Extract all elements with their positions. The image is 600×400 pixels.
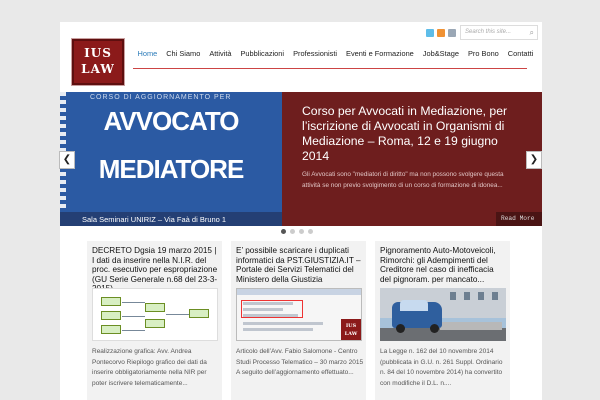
mail-icon[interactable] (448, 29, 456, 37)
search-input[interactable] (460, 25, 538, 40)
photo-wheel (396, 324, 405, 333)
nav-item-contatti[interactable]: Contatti (507, 49, 534, 58)
chevron-left-icon: ❮ (62, 154, 72, 165)
post-excerpt: La Legge n. 162 del 10 novembre 2014 (pubblicata in G.U. n. 261 Suppl. Ordinario n. 84 del 10 novembre 2014) ha convertito con modifiche il D.L. n.... (380, 348, 503, 387)
slide-image-word2: MEDIATORE (98, 154, 244, 184)
featured-slider (60, 92, 542, 226)
site-logo[interactable] (72, 39, 124, 85)
logo-line2: LAW (81, 62, 115, 76)
screenshot-row (243, 328, 313, 331)
nav-item-probono[interactable]: Pro Bono (467, 49, 499, 58)
post-excerpt: Articolo dell’Avv. Fabio Salomone - Centro Studi Processo Telematico – 30 marzo 2015 A seguito dell’aggiornamento effettuato... (236, 348, 364, 377)
nav-item-attivita[interactable]: Attività (209, 49, 232, 58)
slide-image-bottom-text: Sala Seminari UNIRIZ – Via Faà di Bruno 1 (60, 212, 282, 226)
photo-window (492, 292, 498, 300)
diagram-connector (166, 314, 189, 315)
photo-tow-truck (440, 322, 502, 330)
slider-dot[interactable] (308, 229, 313, 234)
diagram-box (101, 325, 121, 334)
screenshot-highlight (241, 300, 303, 318)
screenshot-titlebar (237, 289, 361, 295)
screenshot-row (243, 322, 323, 325)
twitter-icon[interactable] (426, 29, 434, 37)
post-excerpt: Realizzazione grafica: Avv. Andrea Pontecorvo Riepilogo grafico dei dati da inserire obbligatoriamente nella NIR per poter iscrivere telematicamente... (92, 348, 207, 387)
slide-caption (282, 92, 542, 226)
slide-image-top-text: CORSO DI AGGIORNAMENTO PER (90, 94, 232, 101)
thumbnail-logo-badge: IUS LAW (341, 319, 361, 340)
slide-title[interactable]: Corso per Avvocati in Mediazione, per l’iscrizione di Avvocati in Organismi di Mediazione – Roma, 12 e 19 giugno 2014 (302, 104, 508, 163)
read-more-button[interactable]: Read More (496, 212, 542, 226)
diagram-connector (122, 316, 145, 317)
nav-item-chi-siamo[interactable]: Chi Siamo (166, 49, 201, 58)
slider-dot[interactable] (281, 229, 286, 234)
slider-next-button[interactable] (526, 151, 542, 169)
slider-dot[interactable] (299, 229, 304, 234)
slide-image-word1: AVVOCATO (103, 106, 239, 136)
post-title[interactable]: DECRETO Dgsia 19 marzo 2015 | I dati da inserire nella N.I.R. del proc. esecutivo per espropriazione (GU Serie Generale n.68 del 23-3- (92, 246, 218, 284)
photo-window (450, 292, 456, 300)
post-title[interactable]: Pignoramento Auto-Motoveicoli, Rimorchi: gli Adempimenti del Creditore nel caso di inefficacia del pignoram. per mancato... (380, 246, 496, 284)
nav-item-home[interactable]: Home (137, 49, 158, 58)
post-title[interactable]: E’ possibile scaricare i duplicati informatici da PST.GIUSTIZIA.IT – Portale dei Servizi Telematici del Ministero della Giustizia (236, 246, 361, 284)
diagram-box (145, 319, 165, 328)
post-thumbnail-diagram[interactable] (92, 288, 218, 341)
slider-pagination (281, 229, 313, 234)
post-card (375, 241, 510, 400)
slide-excerpt: Gli Avvocati sono "mediatori di diritto" ma non possono svolgere questa attività se non previo svolgimento di un corso di formazione di idonea... (302, 171, 504, 189)
diagram-connector (122, 302, 145, 303)
chevron-right-icon: ❯ (529, 154, 539, 165)
post-thumbnail-photo[interactable] (380, 288, 506, 341)
nav-item-jobstage[interactable]: Job&Stage (422, 49, 459, 58)
post-card (87, 241, 222, 400)
search-icon[interactable]: ⌕ (529, 28, 534, 37)
diagram-box (189, 309, 209, 318)
main-nav (133, 46, 538, 61)
nav-item-professionisti[interactable]: Professionisti (293, 49, 338, 58)
rss-icon[interactable] (437, 29, 445, 37)
photo-car-window (400, 300, 428, 311)
social-icons (426, 29, 456, 39)
diagram-box (101, 311, 121, 320)
nav-item-pubblicazioni[interactable]: Pubblicazioni (240, 49, 285, 58)
search-placeholder: Search this site... (465, 29, 512, 35)
slide-image[interactable] (60, 92, 282, 226)
slider-prev-button[interactable] (59, 151, 75, 169)
slider-dot[interactable] (290, 229, 295, 234)
diagram-connector (122, 330, 145, 331)
diagram-box (145, 303, 165, 312)
photo-window (478, 292, 484, 300)
logo-line1: IUS (84, 46, 112, 60)
photo-wheel (430, 324, 439, 333)
post-card (231, 241, 366, 400)
nav-divider (133, 68, 527, 69)
post-thumbnail-screenshot[interactable] (236, 288, 362, 341)
photo-window (464, 292, 470, 300)
diagram-box (101, 297, 121, 306)
nav-item-eventi[interactable]: Eventi e Formazione (346, 49, 414, 58)
page-container (60, 22, 542, 400)
